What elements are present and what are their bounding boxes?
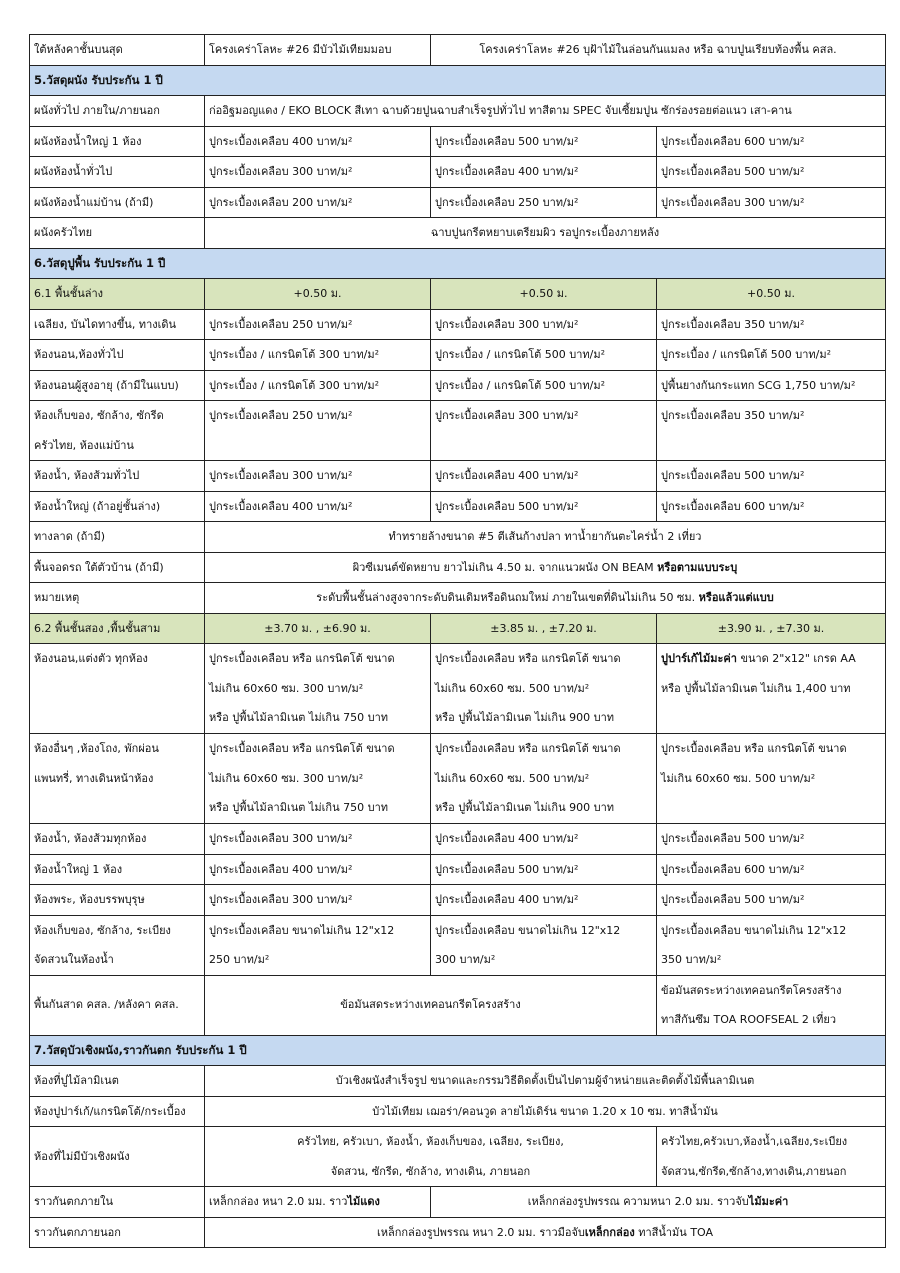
spec-cell — [205, 96, 886, 127]
spec-cell — [657, 279, 886, 310]
cell-text: ปูกระเบื้องเคลือบ 400 บาท/ม² — [209, 499, 353, 513]
cell-bold-text: หรือตามแบบระบุ — [657, 560, 738, 574]
spec-cell — [431, 461, 657, 492]
spec-cell — [205, 644, 431, 734]
cell-text: ปูกระเบื้องเคลือบ 300 บาท/ม² — [661, 195, 805, 209]
cell-line: ห้องอื่นๆ ,ห้องโถง, พักผ่อน — [34, 742, 159, 755]
cell-text: ปูพื้นยางกันกระแทก SCG 1,750 บาท/ม² — [661, 378, 856, 392]
spec-cell — [205, 401, 431, 461]
cell-text: ทางลาด (ถ้ามี) — [34, 530, 106, 543]
table-row — [30, 915, 886, 975]
cell-text: ห้องที่ไม่มีบัวเชิงผนัง — [34, 1149, 130, 1163]
cell-text: ±3.70 ม. , ±6.90 ม. — [264, 621, 371, 635]
cell-line: จัดสวนในห้องน้ำ — [34, 953, 114, 966]
spec-cell — [205, 279, 431, 310]
cell-line: ไม่เกิน 60x60 ซม. 300 บาท/ม² — [209, 681, 364, 695]
spec-cell — [205, 824, 431, 855]
cell-text: 6.2 พื้นชั้นสอง ,พื้นชั้นสาม — [34, 621, 161, 635]
table-row — [30, 461, 886, 492]
cell-line: ครัวไทย, ครัวเบา, ห้องน้ำ, ห้องเก็บของ, เฉลียง, ระเบียง, — [297, 1135, 564, 1148]
spec-cell — [431, 613, 657, 644]
spec-cell — [205, 613, 431, 644]
row-label-cell — [30, 644, 205, 734]
cell-text: ทำทรายล้างขนาด #5 ตีเส้นก้างปลา ทาน้ำยากันตะไคร่น้ำ 2 เที่ยว — [388, 530, 702, 543]
cell-text: +0.50 ม. — [519, 287, 568, 300]
cell-text: ปูกระเบื้อง / แกรนิตโต้ 500 บาท/ม² — [435, 378, 606, 392]
spec-cell — [205, 309, 431, 340]
spec-cell — [431, 885, 657, 916]
cell-line: ปูกระเบื้องเคลือบ 250 บาท/ม² — [209, 409, 353, 422]
row-label-cell — [30, 461, 205, 492]
cell-text: ปูกระเบื้องเคลือบ 250 บาท/ม² — [435, 195, 579, 209]
spec-cell — [657, 126, 886, 157]
cell-text: ปูกระเบื้องเคลือบ 500 บาท/ม² — [435, 862, 579, 876]
cell-text: 5.วัสดุผนัง รับประกัน 1 ปี — [34, 72, 163, 87]
cell-text: พื้นกันสาด คสล. /หลังคา คสล. — [34, 998, 179, 1012]
spec-cell — [205, 157, 431, 188]
cell-line: ทาสีกันซึม TOA ROOFSEAL 2 เที่ยว — [661, 1013, 837, 1026]
spec-cell — [657, 975, 886, 1035]
cell-line: ปูกระเบื้องเคลือบ หรือ แกรนิตโต้ ขนาด — [209, 742, 395, 755]
cell-text: 6.วัสดุปูพื้น รับประกัน 1 ปี — [34, 255, 166, 270]
cell-text: ปูกระเบื้องเคลือบ 400 บาท/ม² — [435, 469, 579, 482]
spec-cell — [431, 491, 657, 522]
cell-text: บัวไม้เทียม เฌอร่า/คอนวูด ลายไม้เดิร์น ขนาด 1.20 x 10 ซม. ทาสีน้ำมัน — [372, 1104, 718, 1118]
cell-text: เหล็กกล่อง หนา 2.0 มม. ราว — [209, 1195, 348, 1208]
table-row — [30, 644, 886, 734]
spec-cell — [431, 340, 657, 371]
spec-cell — [657, 854, 886, 885]
cell-text: พื้นจอดรถ ใต้ตัวบ้าน (ถ้ามี) — [34, 560, 164, 574]
spec-cell — [657, 885, 886, 916]
spec-cell — [205, 854, 431, 885]
cell-text: ปูกระเบื้องเคลือบ 300 บาท/ม² — [209, 893, 353, 906]
cell-text: ห้องปูปาร์เก้/แกรนิตโต้/กระเบื้อง — [34, 1104, 186, 1118]
cell-text: ปูกระเบื้องเคลือบ 400 บาท/ม² — [435, 165, 579, 178]
spec-table-body — [30, 35, 886, 1248]
table-row — [30, 734, 886, 824]
cell-line — [661, 644, 881, 674]
row-label-cell — [30, 370, 205, 401]
spec-cell — [657, 340, 886, 371]
spec-cell — [657, 1127, 886, 1187]
spec-cell — [657, 824, 886, 855]
table-row — [30, 1066, 886, 1097]
spec-cell — [205, 370, 431, 401]
table-row — [30, 975, 886, 1035]
cell-line: ข้อมันสดระหว่างเทคอนกรีตโครงสร้าง — [661, 983, 842, 997]
cell-text: 6.1 พื้นชั้นล่าง — [34, 287, 104, 300]
spec-cell — [657, 613, 886, 644]
row-label-cell — [30, 157, 205, 188]
row-label-cell — [30, 96, 205, 127]
cell-text: 7.วัสดุบัวเชิงผนัง,ราวกันตก รับประกัน 1 ปี — [34, 1042, 247, 1057]
spec-cell — [205, 522, 886, 553]
cell-text: ปูกระเบื้อง / แกรนิตโต้ 500 บาท/ม² — [435, 348, 606, 361]
cell-line: 350 บาท/ม² — [661, 953, 722, 966]
row-label-cell — [30, 734, 205, 824]
cell-line: ปูกระเบื้องเคลือบ ขนาดไม่เกิน 12"x12 — [209, 923, 395, 937]
row-label-cell — [30, 1187, 205, 1218]
row-label-cell — [30, 1127, 205, 1187]
spec-cell — [657, 491, 886, 522]
table-row — [30, 522, 886, 553]
spec-cell — [205, 126, 431, 157]
row-label-cell — [30, 279, 205, 310]
cell-text: ปูกระเบื้องเคลือบ 500 บาท/ม² — [661, 165, 805, 178]
cell-text: หมายเหตุ — [34, 591, 80, 604]
cell-text: ห้องน้ำ, ห้องส้วมทั่วไป — [34, 469, 140, 482]
spec-cell — [657, 644, 886, 734]
cell-text: ปูกระเบื้องเคลือบ 400 บาท/ม² — [435, 832, 579, 845]
cell-text: ปูกระเบื้อง / แกรนิตโต้ 300 บาท/ม² — [209, 378, 380, 392]
spec-cell — [657, 734, 886, 824]
spec-cell — [205, 340, 431, 371]
table-row — [30, 1127, 886, 1187]
spec-cell — [431, 309, 657, 340]
row-label-cell — [30, 1217, 205, 1248]
cell-text: ปูกระเบื้องเคลือบ 300 บาท/ม² — [435, 317, 579, 331]
spec-cell — [205, 1096, 886, 1127]
row-label-cell — [30, 552, 205, 583]
spec-cell — [431, 401, 657, 461]
row-label-cell — [30, 1096, 205, 1127]
spec-cell — [657, 309, 886, 340]
cell-line: หรือ ปูพื้นไม้ลามิเนต ไม่เกิน 750 บาท — [209, 801, 389, 814]
cell-line: ปูกระเบื้องเคลือบ หรือ แกรนิตโต้ ขนาด — [435, 652, 621, 665]
cell-text: ผนังห้องน้ำแม่บ้าน (ถ้ามี) — [34, 195, 154, 209]
spec-table — [29, 34, 886, 1248]
cell-text: ปูกระเบื้องเคลือบ 500 บาท/ม² — [435, 134, 579, 148]
cell-text: เหล็กกล่องรูปพรรณ หนา 2.0 มม. ราวมือจับ — [376, 1225, 585, 1239]
spec-cell — [205, 461, 431, 492]
spec-cell — [657, 187, 886, 218]
cell-text: +0.50 ม. — [293, 287, 342, 300]
row-label-cell — [30, 491, 205, 522]
row-label-cell — [30, 309, 205, 340]
section-header-row — [30, 1035, 886, 1066]
table-row — [30, 824, 886, 855]
cell-text: ห้องนอน,ห้องทั่วไป — [34, 348, 124, 361]
row-label-cell — [30, 340, 205, 371]
cell-text: ปูกระเบื้องเคลือบ 600 บาท/ม² — [661, 499, 805, 513]
cell-text: ปูกระเบื้องเคลือบ 500 บาท/ม² — [661, 832, 805, 845]
spec-cell — [657, 157, 886, 188]
spec-cell — [431, 1187, 886, 1218]
spec-cell — [205, 1187, 431, 1218]
spec-cell — [431, 187, 657, 218]
cell-line: ห้องนอน,แต่งตัว ทุกห้อง — [34, 652, 148, 665]
subsection-row — [30, 279, 886, 310]
cell-text: เหล็กกล่องรูปพรรณ ความหนา 2.0 มม. ราวจับ — [527, 1195, 749, 1208]
cell-line: หรือ ปูพื้นไม้ลามิเนต ไม่เกิน 750 บาท — [209, 711, 389, 724]
spec-cell — [205, 1217, 886, 1248]
cell-line: แพนทรี่, ทางเดินหน้าห้อง — [34, 771, 154, 785]
cell-text: ปูกระเบื้องเคลือบ 500 บาท/ม² — [435, 499, 579, 513]
cell-text: ปูกระเบื้องเคลือบ 500 บาท/ม² — [661, 893, 805, 906]
spec-cell — [657, 370, 886, 401]
cell-line: ไม่เกิน 60x60 ซม. 300 บาท/ม² — [209, 771, 364, 785]
table-row — [30, 370, 886, 401]
cell-text: ปูกระเบื้องเคลือบ 600 บาท/ม² — [661, 862, 805, 876]
spec-cell — [205, 583, 886, 614]
table-row — [30, 126, 886, 157]
cell-text: ก่ออิฐมอญแดง / EKO BLOCK สีเทา ฉาบด้วยปูนฉาบสำเร็จรูปทั่วไป ทาสีตาม SPEC จับเซี้ยมปูน ซักร่องรอยต่อแนว เสา-คาน — [209, 104, 792, 117]
cell-text: ผนังห้องน้ำใหญ่ 1 ห้อง — [34, 134, 142, 148]
cell-text: ปูกระเบื้องเคลือบ 250 บาท/ม² — [209, 317, 353, 331]
cell-text: โครงเคร่าโลหะ #26 บุฝ้าไม้ในล่อนกันแมลง หรือ ฉาบปูนเรียบท้องพื้น คสล. — [479, 43, 837, 56]
spec-cell — [205, 1066, 886, 1097]
spec-cell — [205, 1127, 657, 1187]
cell-text: ผนังครัวไทย — [34, 226, 93, 239]
cell-text: ห้องพระ, ห้องบรรพบุรุษ — [34, 893, 145, 906]
spec-cell — [205, 187, 431, 218]
cell-text: โครงเคร่าโลหะ #26 มีบัวไม้เทียมมอบ — [209, 43, 392, 56]
cell-bold-text: ไม้แดง — [347, 1195, 380, 1208]
cell-line: ปูกระเบื้องเคลือบ 300 บาท/ม² — [435, 409, 579, 422]
cell-line: ปูกระเบื้องเคลือบ หรือ แกรนิตโต้ ขนาด — [435, 742, 621, 755]
table-row — [30, 35, 886, 66]
table-row — [30, 1187, 886, 1218]
cell-text: ราวกันตกภายนอก — [34, 1225, 121, 1239]
cell-text: ห้องนอนผู้สูงอายุ (ถ้ามีในแบบ) — [34, 378, 179, 392]
cell-text: ปูกระเบื้องเคลือบ 350 บาท/ม² — [661, 317, 805, 331]
row-label-cell — [30, 613, 205, 644]
cell-line: ห้องเก็บของ, ซักล้าง, ระเบียง — [34, 923, 171, 937]
cell-text: ฉาบปูนกรีตหยาบเตรียมผิว รอปูกระเบื้องภายหลัง — [430, 226, 660, 239]
cell-bold-text: เหล็กกล่อง — [584, 1225, 635, 1239]
table-row — [30, 885, 886, 916]
row-label-cell — [30, 126, 205, 157]
cell-text: ผนังห้องน้ำทั่วไป — [34, 165, 113, 178]
row-label-cell — [30, 522, 205, 553]
cell-line: ไม่เกิน 60x60 ซม. 500 บาท/ม² — [435, 681, 590, 695]
table-row — [30, 1096, 886, 1127]
cell-text: ปูกระเบื้องเคลือบ 300 บาท/ม² — [209, 469, 353, 482]
cell-line: 300 บาท/ม² — [435, 953, 496, 966]
row-label-cell — [30, 401, 205, 461]
cell-line: 250 บาท/ม² — [209, 953, 270, 966]
cell-line: ปูกระเบื้องเคลือบ 350 บาท/ม² — [661, 409, 805, 422]
cell-text: ผนังทั่วไป ภายใน/ภายนอก — [34, 104, 160, 117]
row-label-cell — [30, 65, 886, 96]
cell-text: ห้องน้ำใหญ่ 1 ห้อง — [34, 862, 123, 876]
spec-cell — [431, 854, 657, 885]
spec-cell — [431, 279, 657, 310]
cell-text: ระดับพื้นชั้นล่างสูงจากระดับดินเดิมหรือดินถมใหม่ ภายในเขตที่ดินไม่เกิน 50 ซม. — [316, 591, 699, 604]
row-label-cell — [30, 915, 205, 975]
spec-cell — [205, 975, 657, 1035]
cell-text: ปูกระเบื้องเคลือบ 300 บาท/ม² — [209, 165, 353, 178]
spec-cell — [205, 885, 431, 916]
spec-cell — [205, 218, 886, 249]
table-row — [30, 854, 886, 885]
cell-text: ปูกระเบื้องเคลือบ 200 บาท/ม² — [209, 195, 353, 209]
row-label-cell — [30, 248, 886, 279]
cell-text: ±3.90 ม. , ±7.30 ม. — [717, 621, 825, 635]
cell-line: ปูกระเบื้องเคลือบ ขนาดไม่เกิน 12"x12 — [435, 923, 621, 937]
cell-line: ห้องเก็บของ, ซักล้าง, ซักรีด — [34, 409, 164, 422]
cell-line: ไม่เกิน 60x60 ซม. 500 บาท/ม² — [661, 771, 816, 785]
spec-cell — [431, 157, 657, 188]
cell-text: ห้องน้ำ, ห้องส้วมทุกห้อง — [34, 832, 147, 845]
section-header-row — [30, 248, 886, 279]
cell-text: ใต้หลังคาชั้นบนสุด — [34, 43, 123, 56]
spec-cell — [431, 370, 657, 401]
cell-bold-text: ไม้มะค่า — [748, 1195, 789, 1208]
table-row — [30, 157, 886, 188]
spec-cell — [657, 915, 886, 975]
spec-cell — [657, 401, 886, 461]
table-row — [30, 583, 886, 614]
table-row — [30, 309, 886, 340]
cell-text: +0.50 ม. — [747, 287, 795, 300]
spec-cell — [657, 461, 886, 492]
row-label-cell — [30, 187, 205, 218]
cell-text: ปูกระเบื้องเคลือบ 600 บาท/ม² — [661, 134, 805, 148]
cell-text: ห้องที่ปูไม้ลามิเนต — [34, 1074, 119, 1087]
row-label-cell — [30, 824, 205, 855]
spec-cell — [431, 35, 886, 66]
cell-line: ปูกระเบื้องเคลือบ ขนาดไม่เกิน 12"x12 — [661, 923, 847, 937]
cell-line: หรือ ปูพื้นไม้ลามิเนต ไม่เกิน 900 บาท — [435, 801, 615, 814]
row-label-cell — [30, 583, 205, 614]
cell-text: ปูกระเบื้องเคลือบ 500 บาท/ม² — [661, 469, 805, 482]
cell-line: หรือ ปูพื้นไม้ลามิเนต ไม่เกิน 1,400 บาท — [661, 681, 851, 695]
cell-text: ปูกระเบื้อง / แกรนิตโต้ 300 บาท/ม² — [209, 348, 380, 361]
cell-line: ปูกระเบื้องเคลือบ หรือ แกรนิตโต้ ขนาด — [209, 652, 395, 665]
cell-text: ปูกระเบื้องเคลือบ 300 บาท/ม² — [209, 832, 353, 845]
cell-line: ปูกระเบื้องเคลือบ หรือ แกรนิตโต้ ขนาด — [661, 742, 847, 755]
cell-text: ห้องน้ำใหญ่ (ถ้าอยู่ชั้นล่าง) — [34, 499, 161, 513]
cell-text: ราวกันตกภายใน — [34, 1195, 114, 1208]
spec-cell — [431, 126, 657, 157]
row-label-cell — [30, 1035, 886, 1066]
cell-text: บัวเชิงผนังสำเร็จรูป ขนาดและกรรมวิธีติดตั้งเป็นไปตามผู้จำหน่ายและติดตั้งไม้พื้นลามิเนต — [335, 1074, 755, 1087]
cell-bold-text: หรือแล้วแต่แบบ — [698, 591, 774, 604]
cell-line: จัดสวน, ซักรีด, ซักล้าง, ทางเดิน, ภายนอก — [330, 1164, 531, 1178]
cell-text: ±3.85 ม. , ±7.20 ม. — [490, 621, 597, 635]
row-label-cell — [30, 885, 205, 916]
row-label-cell — [30, 35, 205, 66]
spec-cell — [205, 915, 431, 975]
cell-line: ไม่เกิน 60x60 ซม. 500 บาท/ม² — [435, 771, 590, 785]
spec-cell — [205, 35, 431, 66]
spec-cell — [431, 824, 657, 855]
spec-cell — [205, 491, 431, 522]
table-row — [30, 96, 886, 127]
table-row — [30, 1217, 886, 1248]
cell-text: ปูกระเบื้องเคลือบ 400 บาท/ม² — [209, 862, 353, 876]
cell-line: ครัวไทย, ห้องแม่บ้าน — [34, 438, 134, 452]
row-label-cell — [30, 854, 205, 885]
cell-text: ผิวซีเมนต์ขัดหยาบ ยาวไม่เกิน 4.50 ม. จากแนวผนัง ON BEAM — [352, 560, 658, 574]
subsection-row — [30, 613, 886, 644]
bold-lead: ปูปาร์เก้ไม้มะค่า — [661, 652, 737, 665]
line-rest: ขนาด 2"x12" เกรด AA — [736, 652, 856, 665]
cell-text: ปูกระเบื้องเคลือบ 400 บาท/ม² — [435, 893, 579, 906]
cell-text: ปูกระเบื้องเคลือบ 400 บาท/ม² — [209, 134, 353, 148]
spec-cell — [431, 734, 657, 824]
cell-line: หรือ ปูพื้นไม้ลามิเนต ไม่เกิน 900 บาท — [435, 711, 615, 724]
spec-cell — [431, 915, 657, 975]
table-row — [30, 491, 886, 522]
spec-cell — [431, 644, 657, 734]
row-label-cell — [30, 975, 205, 1035]
cell-text: เฉลียง, บันไดทางขึ้น, ทางเดิน — [34, 317, 177, 331]
row-label-cell — [30, 218, 205, 249]
table-row — [30, 401, 886, 461]
cell-text: ข้อมันสดระหว่างเทคอนกรีตโครงสร้าง — [340, 998, 521, 1012]
section-header-row — [30, 65, 886, 96]
cell-tail-text: ทาสีน้ำมัน TOA — [634, 1225, 714, 1239]
cell-line: ครัวไทย,ครัวเบา,ห้องน้ำ,เฉลียง,ระเบียง — [661, 1135, 848, 1148]
cell-line: จัดสวน,ซักรีด,ซักล้าง,ทางเดิน,ภายนอก — [661, 1164, 847, 1178]
spec-cell — [205, 552, 886, 583]
row-label-cell — [30, 1066, 205, 1097]
table-row — [30, 187, 886, 218]
table-row — [30, 340, 886, 371]
table-row — [30, 552, 886, 583]
table-row — [30, 218, 886, 249]
cell-text: ปูกระเบื้อง / แกรนิตโต้ 500 บาท/ม² — [661, 348, 832, 361]
spec-cell — [205, 734, 431, 824]
